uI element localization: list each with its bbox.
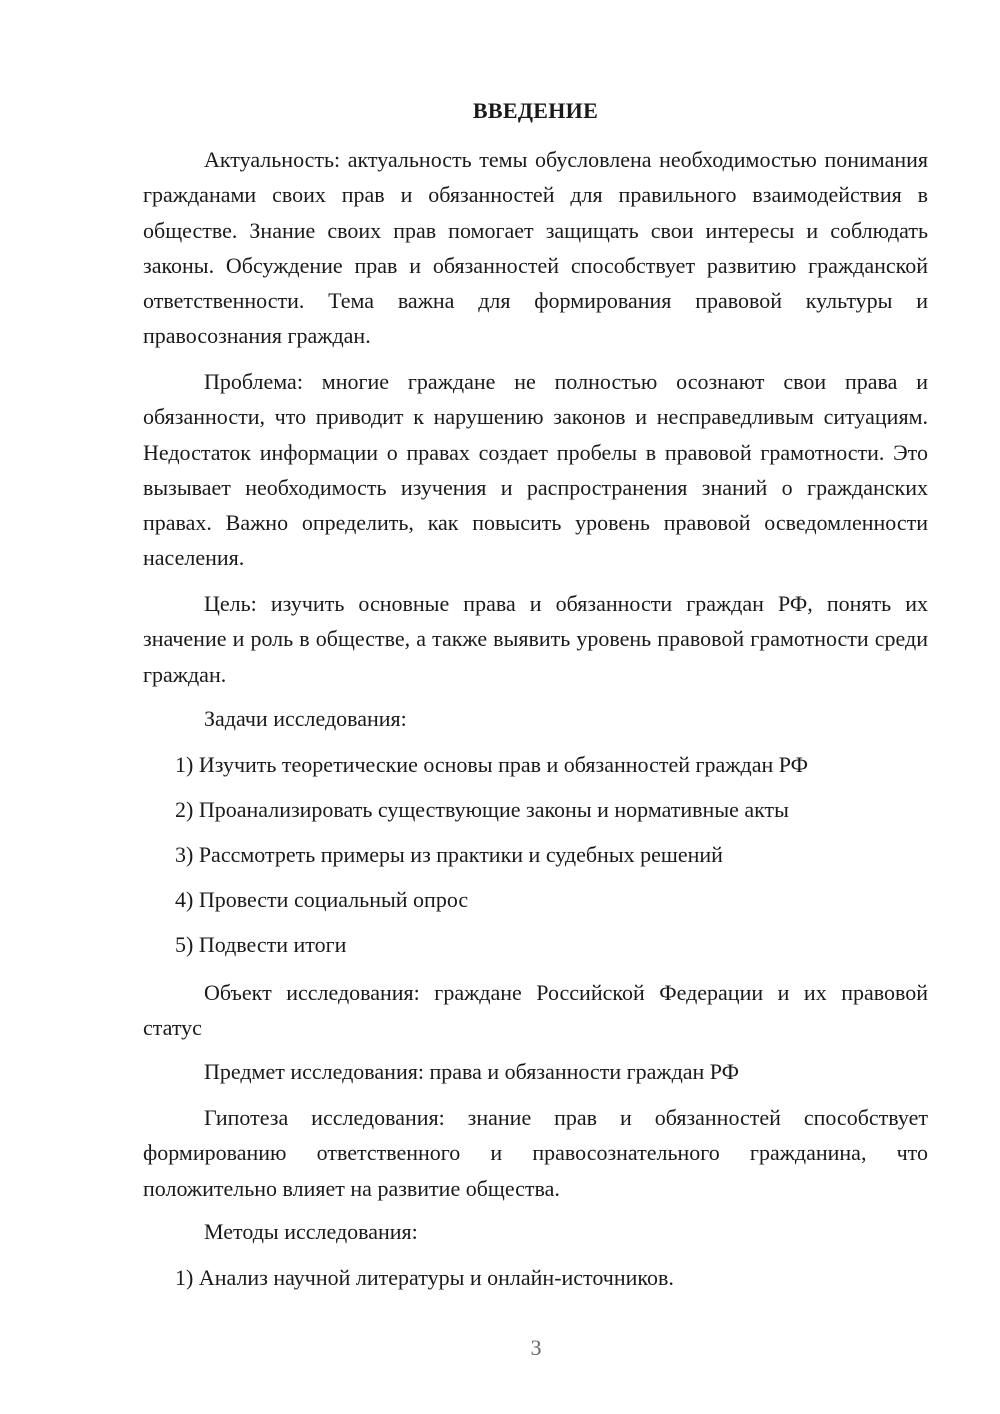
task-item-4: 4) Провести социальный опрос <box>175 887 469 912</box>
subject-line: Предмет исследования: права и обязанности граждан РФ <box>204 1059 740 1084</box>
object-paragraph: Объект исследования: граждане Российской Федерации и их правовой статус <box>143 980 928 1041</box>
task-item-1: 1) Изучить теоретические основы прав и обязанностей граждан РФ <box>175 752 808 777</box>
section-title: ВВЕДЕНИЕ <box>472 98 599 123</box>
page-number: 3 <box>530 1335 542 1360</box>
goal-paragraph: Цель: изучить основные права и обязанности граждан РФ, понять их значение и роль в обществе, а также выявить уровень правовой грамотности среди граждан. <box>143 591 928 687</box>
task-item-2: 2) Проанализировать существующие законы и нормативные акты <box>175 797 789 822</box>
task-item-5: 5) Подвести итоги <box>175 932 347 957</box>
relevance-paragraph: Актуальность: актуальность темы обусловлена необходимостью понимания гражданами своих прав и обязанностей для правильного взаимодействия в обществе. Знание своих прав помогает защищать свои интересы и соблюдать законы. Обсуждение прав и обязанностей способствует развитию гражданской ответственности. Тема важна для формирования правовой культуры и правосознания граждан. <box>143 147 928 349</box>
method-item-1: 1) Анализ научной литературы и онлайн-источников. <box>175 1265 674 1290</box>
problem-paragraph: Проблема: многие граждане не полностью осознают свои права и обязанности, что приводит к нарушению законов и несправедливым ситуациям. Недостаток информации о правах создает пробелы в правовой грамотности. Это вызывает необходимость изучения и распространения знаний о гражданских правах. Важно определить, как повысить уровень правовой осведомленности населения. <box>143 369 928 571</box>
tasks-heading: Задачи исследования: <box>204 706 407 731</box>
hypothesis-paragraph: Гипотеза исследования: знание прав и обязанностей способствует формированию ответственного и правосознательного гражданина, что положительно влияет на развитие общества. <box>143 1105 928 1201</box>
methods-heading: Методы исследования: <box>204 1219 418 1244</box>
task-item-3: 3) Рассмотреть примеры из практики и судебных решений <box>175 842 723 867</box>
